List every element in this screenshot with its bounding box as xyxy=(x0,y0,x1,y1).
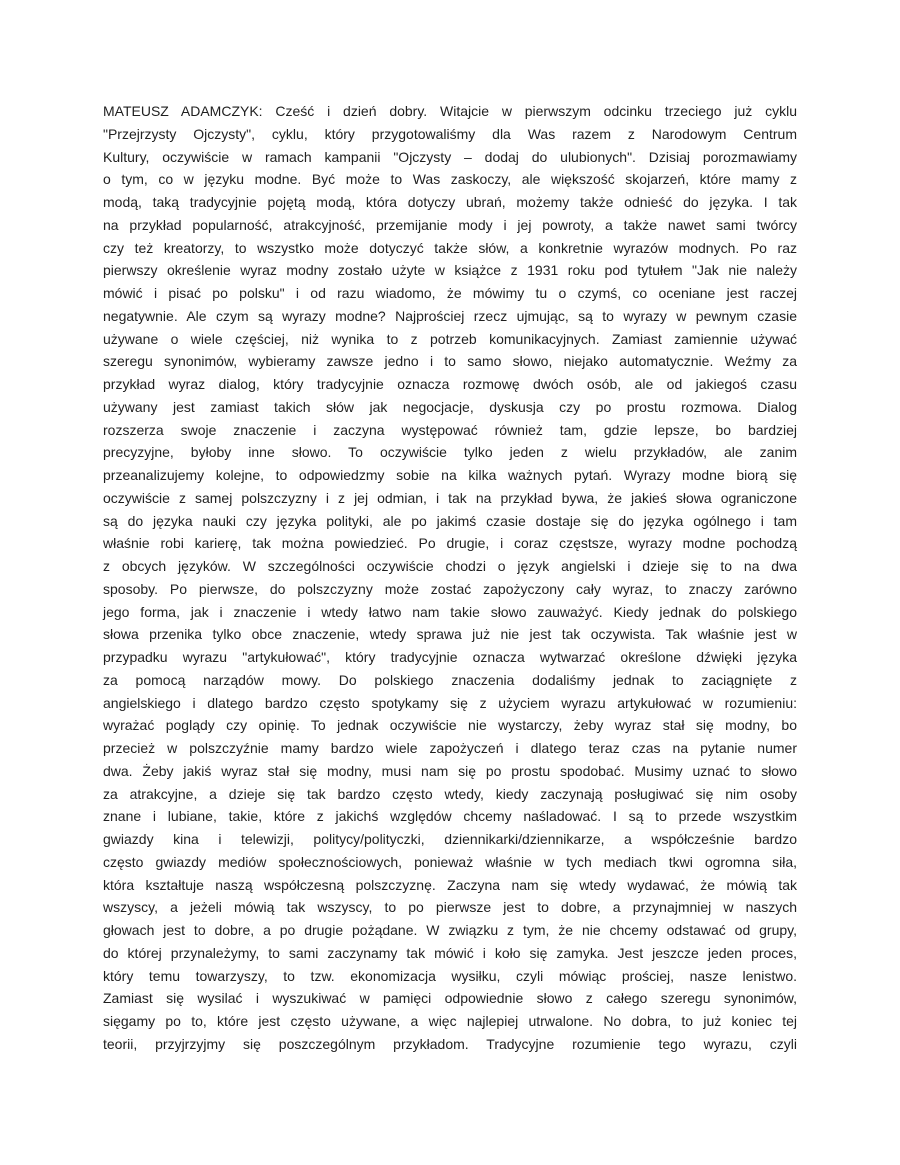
text-line: Kultury, oczywiście w ramach kampanii "Ojczysty – dodaj do ulubionych". Dzisiaj porozmawiamy xyxy=(103,148,797,165)
text-line: często gwiazdy mediów społecznościowych, ponieważ właśnie w tych mediach tkwi ogromna siła, xyxy=(103,853,797,870)
text-line: używane o wiele częściej, niż wynika to z potrzeb komunikacyjnych. Zamiast zamiennie używać xyxy=(103,330,797,347)
text-line: rozszerza swoje znaczenie i zaczyna występować również tam, gdzie lepsze, bo bardziej xyxy=(103,421,797,438)
text-line: znane i lubiane, takie, które z jakichś względów chcemy naśladować. I są to przede wszystkim xyxy=(103,808,797,825)
text-line: sięgamy po to, które jest często używane, a więc najlepiej utrwalone. No dobra, to już koniec tej xyxy=(103,1013,797,1029)
text-line: sposoby. Po pierwsze, do polszczyzny może zostać zapożyczony cały wyraz, to znaczy zarówno xyxy=(103,580,797,597)
text-line: "Przejrzysty Ojczysty", cyklu, który przygotowaliśmy dla Was razem z Narodowym Centrum xyxy=(103,125,797,142)
text-line: przecież w polszczyźnie mamy bardzo wiele zapożyczeń i dlatego teraz czas na pytanie numer xyxy=(103,740,797,756)
text-line: która kształtuje naszą współczesną polszczyznę. Zaczyna nam się wtedy wydawać, że mówią tak xyxy=(103,876,797,893)
text-line: czy też kreatorzy, to wszystko może dotyczyć także słów, a konkretnie wyrazów modnych. Po raz xyxy=(103,239,797,256)
text-line: przykład wyraz dialog, który tradycyjnie oznacza rozmowę dwóch osób, ale od jakiegoś czasu xyxy=(103,376,797,392)
text-line: Zamiast się wysilać i wyszukiwać w pamięci odpowiednie słowo z całego szeregu synonimów, xyxy=(103,990,797,1007)
text-line: są do języka nauki czy języka polityki, ale po jakimś czasie dostaje się do języka ogólnego i tam xyxy=(103,512,797,529)
text-line: mówić i pisać po polsku" i od razu wiadomo, że mówimy tu o czymś, co oceniane jest raczej xyxy=(103,285,797,301)
text-line: z obcych języków. W szczególności oczywiście chodzi o język angielski i dzieje się to na dwa xyxy=(103,558,797,574)
text-line: który temu towarzyszy, to tzw. ekonomizacja wysiłku, czyli mówiąc prościej, nasze lenistwo. xyxy=(103,967,797,984)
transcript-paragraph xyxy=(103,100,797,1056)
text-line: wszyscy, a jeżeli mówią tak wszyscy, to po pierwsze jest to dobre, a przynajmniej w naszych xyxy=(103,899,797,916)
text-line: na przykład popularność, atrakcyjność, przemijanie mody i jej powroty, a także nawet sami twórcy xyxy=(103,216,797,233)
text-line: szeregu synonimów, wybieramy zawsze jedno i to samo słowo, niejako automatycznie. Weźmy za xyxy=(103,353,797,370)
text-line: teorii, przyjrzyjmy się poszczególnym przykładom. Tradycyjne rozumienie tego wyrazu, czyli xyxy=(103,1035,797,1052)
text-line: używany jest zamiast takich słów jak negocjacje, dyskusja czy po prostu rozmowa. Dialog xyxy=(103,398,797,415)
text-line: oczywiście z samej polszczyzny i z jej odmian, i tak na przykład bywa, że jakieś słowa ograniczone xyxy=(103,489,797,506)
text-line: dwa. Żeby jakiś wyraz stał się modny, musi nam się po prostu spodobać. Musimy uznać to słowo xyxy=(103,762,797,779)
text-line: słowa przenika tylko obce znaczenie, wtedy sprawa już nie jest tak oczywista. Tak właśnie jest w xyxy=(103,626,797,643)
text-line: o tym, co w języku modne. Być może to Was zaskoczy, ale większość skojarzeń, które mamy z xyxy=(103,171,797,188)
text-line: angielskiego i dlatego bardzo często spotykamy się z użyciem wyrazu artykułować w rozumieniu: xyxy=(103,694,797,711)
text-line: jego forma, jak i znaczenie i wtedy łatwo nam takie słowo zauważyć. Kiedy jednak do polskiego xyxy=(103,603,797,620)
text-line: do której przynależymy, to sami zaczynamy tak mówić i koło się zamyka. Jest jeszcze jeden proces, xyxy=(103,944,797,961)
text-line: przeanalizujemy kolejne, to odpowiedzmy sobie na kilka ważnych pytań. Wyrazy modne biorą się xyxy=(103,467,797,483)
text-line: pierwszy określenie wyraz modny zostało użyte w książce z 1931 roku pod tytułem "Jak nie należy xyxy=(103,262,797,279)
text-line: modą, taką tradycyjnie pojętą modą, która dotyczy ubrań, możemy także odnieść do języka. I tak xyxy=(103,194,797,210)
text-line: negatywnie. Ale czym są wyrazy modne? Najprościej rzecz ujmując, są to wyrazy w pewnym czasie xyxy=(103,307,797,324)
text-line: za atrakcyjne, a dzieje się tak bardzo często wtedy, kiedy zaczynają posługiwać się nim osoby xyxy=(103,785,797,802)
text-line: precyzyjne, byłoby inne słowo. To oczywiście tylko jeden z wielu przykładów, ale zanim xyxy=(103,444,797,461)
text-line: głowach jest to dobre, a po drugie pożądane. W związku z tym, że nie chcemy odstawać od grupy, xyxy=(103,922,797,938)
text-line: gwiazdy kina i telewizji, politycy/polityczki, dziennikarki/dziennikarze, a współcześnie bardzo xyxy=(103,831,797,847)
text-line: MATEUSZ ADAMCZYK: Cześć i dzień dobry. Witajcie w pierwszym odcinku trzeciego już cyklu xyxy=(103,103,797,119)
text-line: za pomocą narządów mowy. Do polskiego znaczenia dodaliśmy jednak to zaciągnięte z xyxy=(103,671,797,688)
text-line: właśnie robi karierę, tak można powiedzieć. Po drugie, i coraz częstsze, wyrazy modne pochodzą xyxy=(103,535,797,552)
text-line: wyrażać poglądy czy opinię. To jednak oczywiście nie wystarczy, żeby wyraz stał się modny, bo xyxy=(103,717,797,734)
text-line: przypadku wyrazu "artykułować", który tradycyjnie oznacza wytwarzać określone dźwięki języka xyxy=(103,649,797,665)
